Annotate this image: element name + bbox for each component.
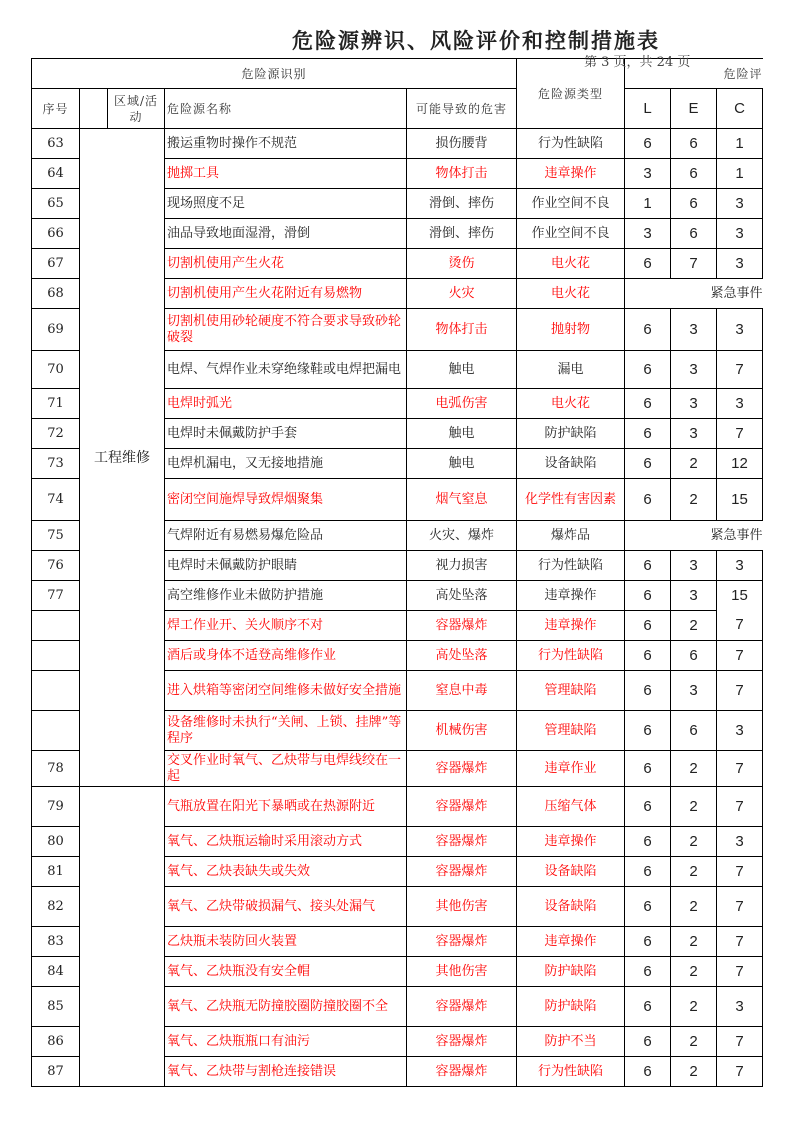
value-E: 6 bbox=[671, 129, 717, 159]
header-L: L bbox=[625, 89, 671, 129]
row-number: 65 bbox=[32, 189, 80, 219]
hazard-name: 氧气、乙炔带破损漏气、接头处漏气 bbox=[165, 887, 407, 927]
value-E: 2 bbox=[671, 449, 717, 479]
possible-harm: 容器爆炸 bbox=[407, 927, 517, 957]
possible-harm: 高处坠落 bbox=[407, 581, 517, 611]
value-C: 7 bbox=[717, 641, 763, 671]
hazard-type: 化学性有害因素 bbox=[517, 479, 625, 521]
possible-harm: 容器爆炸 bbox=[407, 827, 517, 857]
possible-harm: 电弧伤害 bbox=[407, 389, 517, 419]
value-E: 2 bbox=[671, 479, 717, 521]
row-number bbox=[32, 611, 80, 641]
document-title: 危险源辨识、风险评价和控制措施表 bbox=[292, 28, 660, 53]
possible-harm: 容器爆炸 bbox=[407, 751, 517, 787]
row-number: 79 bbox=[32, 787, 80, 827]
possible-harm: 机械伤害 bbox=[407, 711, 517, 751]
value-L: 6 bbox=[625, 751, 671, 787]
hazard-name: 现场照度不足 bbox=[165, 189, 407, 219]
possible-harm: 触电 bbox=[407, 419, 517, 449]
hazard-name: 密闭空间施焊导致焊烟聚集 bbox=[165, 479, 407, 521]
value-L: 3 bbox=[625, 219, 671, 249]
value-C: 3 bbox=[717, 551, 763, 581]
value-L: 6 bbox=[625, 711, 671, 751]
hazard-type: 行为性缺陷 bbox=[517, 129, 625, 159]
value-E: 2 bbox=[671, 857, 717, 887]
value-L: 6 bbox=[625, 857, 671, 887]
hazard-name: 抛掷工具 bbox=[165, 159, 407, 189]
hazard-name: 切割机使用砂轮硬度不符合要求导致砂轮破裂 bbox=[165, 309, 407, 351]
hazard-name: 酒后或身体不适登高维修作业 bbox=[165, 641, 407, 671]
row-number: 70 bbox=[32, 351, 80, 389]
value-E: 2 bbox=[671, 1057, 717, 1087]
hazard-type: 作业空间不良 bbox=[517, 219, 625, 249]
value-L: 6 bbox=[625, 987, 671, 1027]
value-C: 3 bbox=[717, 711, 763, 751]
value-E: 6 bbox=[671, 159, 717, 189]
header-evaluation: 危险评 bbox=[625, 59, 763, 89]
row-number: 86 bbox=[32, 1027, 80, 1057]
row-number: 73 bbox=[32, 449, 80, 479]
header-identification: 危险源识别 bbox=[32, 59, 517, 89]
possible-harm: 滑倒、摔伤 bbox=[407, 189, 517, 219]
value-E: 3 bbox=[671, 351, 717, 389]
hazard-name: 焊工作业开、关火顺序不对 bbox=[165, 611, 407, 641]
value-C: 7 bbox=[717, 751, 763, 787]
value-C: 3 bbox=[717, 987, 763, 1027]
value-E: 2 bbox=[671, 751, 717, 787]
value-E: 2 bbox=[671, 957, 717, 987]
hazard-name: 电焊时未佩戴防护手套 bbox=[165, 419, 407, 449]
row-number: 75 bbox=[32, 521, 80, 551]
value-L: 6 bbox=[625, 787, 671, 827]
value-C: 3 bbox=[717, 389, 763, 419]
header-hazard-type: 危险源类型 bbox=[517, 59, 625, 129]
row-number: 67 bbox=[32, 249, 80, 279]
value-E: 6 bbox=[671, 219, 717, 249]
value-C: 7 bbox=[717, 857, 763, 887]
value-E: 3 bbox=[671, 309, 717, 351]
value-L: 6 bbox=[625, 671, 671, 711]
row-number: 78 bbox=[32, 751, 80, 787]
hazard-type: 防护缺陷 bbox=[517, 987, 625, 1027]
possible-harm: 高处坠落 bbox=[407, 641, 517, 671]
emergency-event: 紧急事件 bbox=[625, 521, 763, 551]
hazard-type: 防护缺陷 bbox=[517, 419, 625, 449]
value-C: 3 bbox=[717, 219, 763, 249]
row-number: 66 bbox=[32, 219, 80, 249]
value-L: 6 bbox=[625, 827, 671, 857]
header-blank bbox=[80, 89, 108, 129]
area-cell: 工程维修 bbox=[80, 129, 165, 787]
header-C: C bbox=[717, 89, 763, 129]
hazard-type: 行为性缺陷 bbox=[517, 1057, 625, 1087]
value-E: 2 bbox=[671, 887, 717, 927]
possible-harm: 视力损害 bbox=[407, 551, 517, 581]
possible-harm: 容器爆炸 bbox=[407, 787, 517, 827]
hazard-name: 电焊时未佩戴防护眼睛 bbox=[165, 551, 407, 581]
value-C: 7 bbox=[717, 351, 763, 389]
hazard-type: 设备缺陷 bbox=[517, 449, 625, 479]
possible-harm: 损伤腰背 bbox=[407, 129, 517, 159]
value-C: 7 bbox=[717, 1027, 763, 1057]
value-C: 7 bbox=[717, 671, 763, 711]
hazard-type: 行为性缺陷 bbox=[517, 641, 625, 671]
hazard-type: 违章操作 bbox=[517, 827, 625, 857]
hazard-type: 作业空间不良 bbox=[517, 189, 625, 219]
page-number: 第 3 页，共 24 页 bbox=[584, 55, 691, 70]
possible-harm: 容器爆炸 bbox=[407, 857, 517, 887]
possible-harm: 容器爆炸 bbox=[407, 1027, 517, 1057]
hazard-type: 爆炸品 bbox=[517, 521, 625, 551]
value-L: 6 bbox=[625, 611, 671, 641]
hazard-name: 氧气、乙炔瓶无防撞胶圈防撞胶圈不全 bbox=[165, 987, 407, 1027]
possible-harm: 其他伤害 bbox=[407, 887, 517, 927]
value-C: 3 bbox=[717, 309, 763, 351]
table-row bbox=[32, 787, 763, 827]
row-number bbox=[32, 671, 80, 711]
value-L: 6 bbox=[625, 249, 671, 279]
value-L: 6 bbox=[625, 419, 671, 449]
value-C: 7 bbox=[717, 1057, 763, 1087]
value-E: 2 bbox=[671, 987, 717, 1027]
hazard-name: 气瓶放置在阳光下暴晒或在热源附近 bbox=[165, 787, 407, 827]
value-C: 7 bbox=[717, 957, 763, 987]
value-E: 2 bbox=[671, 927, 717, 957]
value-C: 1 bbox=[717, 129, 763, 159]
row-number: 82 bbox=[32, 887, 80, 927]
value-E: 2 bbox=[671, 611, 717, 641]
value-L: 6 bbox=[625, 887, 671, 927]
value-C: 7 bbox=[717, 927, 763, 957]
possible-harm: 容器爆炸 bbox=[407, 987, 517, 1027]
hazard-type: 管理缺陷 bbox=[517, 711, 625, 751]
possible-harm: 火灾 bbox=[407, 279, 517, 309]
row-number: 77 bbox=[32, 581, 80, 611]
header-seq: 序号 bbox=[32, 89, 80, 129]
value-L: 6 bbox=[625, 1027, 671, 1057]
row-number: 71 bbox=[32, 389, 80, 419]
row-number: 80 bbox=[32, 827, 80, 857]
value-C: 15 bbox=[717, 479, 763, 521]
hazard-name: 设备维修时未执行“关闸、上锁、挂牌”等程序 bbox=[165, 711, 407, 751]
row-number: 83 bbox=[32, 927, 80, 957]
value-C: 1 bbox=[717, 159, 763, 189]
value-C: 3 bbox=[717, 249, 763, 279]
value-E: 2 bbox=[671, 787, 717, 827]
value-E: 6 bbox=[671, 641, 717, 671]
possible-harm: 滑倒、摔伤 bbox=[407, 219, 517, 249]
value-L: 6 bbox=[625, 1057, 671, 1087]
possible-harm: 其他伤害 bbox=[407, 957, 517, 987]
value-E: 3 bbox=[671, 581, 717, 611]
row-number bbox=[32, 711, 80, 751]
value-C: 7 bbox=[717, 787, 763, 827]
hazard-type: 漏电 bbox=[517, 351, 625, 389]
hazard-name: 氧气、乙炔瓶没有安全帽 bbox=[165, 957, 407, 987]
emergency-event: 紧急事件 bbox=[625, 279, 763, 309]
row-number: 81 bbox=[32, 857, 80, 887]
hazard-type: 防护缺陷 bbox=[517, 957, 625, 987]
row-number bbox=[32, 641, 80, 671]
row-number: 74 bbox=[32, 479, 80, 521]
hazard-name: 搬运重物时操作不规范 bbox=[165, 129, 407, 159]
value-L: 3 bbox=[625, 159, 671, 189]
header-E: E bbox=[671, 89, 717, 129]
value-L: 6 bbox=[625, 581, 671, 611]
hazard-type: 防护不当 bbox=[517, 1027, 625, 1057]
hazard-name: 氧气、乙炔瓶运输时采用滚动方式 bbox=[165, 827, 407, 857]
value-L: 6 bbox=[625, 927, 671, 957]
hazard-name: 氧气、乙炔瓶瓶口有油污 bbox=[165, 1027, 407, 1057]
hazard-type: 违章操作 bbox=[517, 611, 625, 641]
hazard-name: 高空维修作业未做防护措施 bbox=[165, 581, 407, 611]
hazard-name: 油品导致地面湿滑，滑倒 bbox=[165, 219, 407, 249]
value-E: 3 bbox=[671, 419, 717, 449]
row-number: 84 bbox=[32, 957, 80, 987]
value-L: 6 bbox=[625, 129, 671, 159]
value-L: 6 bbox=[625, 309, 671, 351]
hazard-type: 抛射物 bbox=[517, 309, 625, 351]
value-C: 15 bbox=[717, 581, 763, 611]
value-L: 6 bbox=[625, 641, 671, 671]
hazard-type: 行为性缺陷 bbox=[517, 551, 625, 581]
value-C: 7 bbox=[717, 419, 763, 449]
hazard-type: 违章操作 bbox=[517, 581, 625, 611]
value-L: 6 bbox=[625, 351, 671, 389]
value-C: 7 bbox=[717, 887, 763, 927]
value-C: 3 bbox=[717, 827, 763, 857]
row-number: 69 bbox=[32, 309, 80, 351]
header-name: 危险源名称 bbox=[165, 89, 407, 129]
hazard-name: 电焊机漏电，又无接地措施 bbox=[165, 449, 407, 479]
value-C: 3 bbox=[717, 189, 763, 219]
value-E: 3 bbox=[671, 671, 717, 711]
value-L: 6 bbox=[625, 389, 671, 419]
value-L: 6 bbox=[625, 551, 671, 581]
value-E: 6 bbox=[671, 189, 717, 219]
row-number: 64 bbox=[32, 159, 80, 189]
possible-harm: 触电 bbox=[407, 449, 517, 479]
hazard-type: 违章操作 bbox=[517, 927, 625, 957]
hazard-type: 设备缺陷 bbox=[517, 887, 625, 927]
hazard-type: 管理缺陷 bbox=[517, 671, 625, 711]
hazard-name: 乙炔瓶未装防回火装置 bbox=[165, 927, 407, 957]
possible-harm: 容器爆炸 bbox=[407, 611, 517, 641]
hazard-type: 设备缺陷 bbox=[517, 857, 625, 887]
hazard-name: 交叉作业时氧气、乙炔带与电焊线绞在一起 bbox=[165, 751, 407, 787]
possible-harm: 物体打击 bbox=[407, 309, 517, 351]
hazard-name: 电焊、气焊作业未穿绝缘鞋或电焊把漏电 bbox=[165, 351, 407, 389]
hazard-name: 电焊时弧光 bbox=[165, 389, 407, 419]
row-number: 72 bbox=[32, 419, 80, 449]
value-E: 2 bbox=[671, 827, 717, 857]
value-E: 3 bbox=[671, 551, 717, 581]
possible-harm: 烫伤 bbox=[407, 249, 517, 279]
area-cell bbox=[80, 787, 165, 1087]
hazard-name: 切割机使用产生火花附近有易燃物 bbox=[165, 279, 407, 309]
hazard-type: 压缩气体 bbox=[517, 787, 625, 827]
row-number: 68 bbox=[32, 279, 80, 309]
hazard-type: 违章操作 bbox=[517, 159, 625, 189]
row-number: 76 bbox=[32, 551, 80, 581]
hazard-type: 电火花 bbox=[517, 389, 625, 419]
value-L: 1 bbox=[625, 189, 671, 219]
value-E: 7 bbox=[671, 249, 717, 279]
hazard-name: 切割机使用产生火花 bbox=[165, 249, 407, 279]
row-number: 63 bbox=[32, 129, 80, 159]
row-number: 85 bbox=[32, 987, 80, 1027]
possible-harm: 物体打击 bbox=[407, 159, 517, 189]
value-C: 12 bbox=[717, 449, 763, 479]
hazard-type: 电火花 bbox=[517, 279, 625, 309]
value-E: 3 bbox=[671, 389, 717, 419]
possible-harm: 触电 bbox=[407, 351, 517, 389]
value-E: 2 bbox=[671, 1027, 717, 1057]
value-E: 6 bbox=[671, 711, 717, 751]
value-L: 6 bbox=[625, 449, 671, 479]
table-row bbox=[32, 129, 763, 159]
hazard-table bbox=[31, 58, 763, 1087]
header-harm: 可能导致的危害 bbox=[407, 89, 517, 129]
value-L: 6 bbox=[625, 479, 671, 521]
hazard-type: 违章作业 bbox=[517, 751, 625, 787]
hazard-name: 气焊附近有易燃易爆危险品 bbox=[165, 521, 407, 551]
hazard-name: 氧气、乙炔带与割枪连接错误 bbox=[165, 1057, 407, 1087]
header-area: 区域/活动 bbox=[108, 89, 165, 129]
hazard-name: 氧气、乙炔表缺失或失效 bbox=[165, 857, 407, 887]
hazard-type: 电火花 bbox=[517, 249, 625, 279]
value-L: 6 bbox=[625, 957, 671, 987]
possible-harm: 窒息中毒 bbox=[407, 671, 517, 711]
possible-harm: 火灾、爆炸 bbox=[407, 521, 517, 551]
value-C: 7 bbox=[717, 611, 763, 641]
row-number: 87 bbox=[32, 1057, 80, 1087]
possible-harm: 容器爆炸 bbox=[407, 1057, 517, 1087]
hazard-name: 进入烘箱等密闭空间维修未做好安全措施 bbox=[165, 671, 407, 711]
possible-harm: 烟气窒息 bbox=[407, 479, 517, 521]
